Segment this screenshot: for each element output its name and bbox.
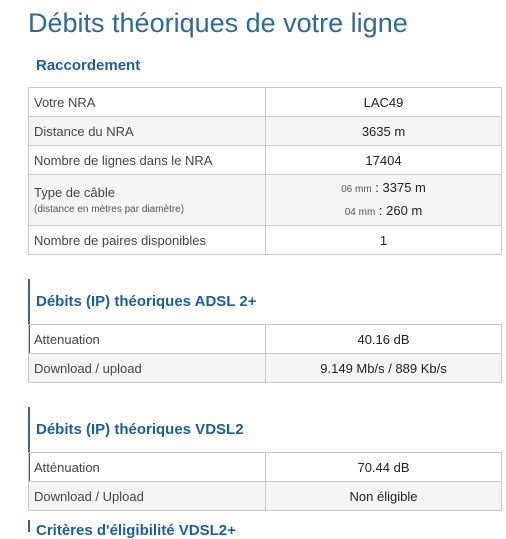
vdsl-table (28, 452, 502, 511)
table-row (29, 325, 502, 354)
table-row (29, 226, 502, 255)
cable-type-note: (distance en mètres par diamètre) (34, 204, 185, 215)
section-title-raccordement: Raccordement (36, 57, 141, 74)
row-value: LAC49 (266, 88, 502, 117)
table-row (29, 354, 502, 383)
section-title-adsl: Débits (IP) théoriques ADSL 2+ (36, 293, 257, 310)
table-row (29, 453, 502, 482)
section-accent-bar (28, 520, 30, 532)
row-value: Non éligible (266, 482, 502, 511)
row-value: 70.44 dB (266, 453, 502, 482)
cable-line: 06 mm : 3375 m (341, 180, 426, 195)
adsl-table (28, 324, 502, 383)
row-value: 1 (266, 226, 502, 255)
section-title-vdsl-eligibility: Critères d'éligibilité VDSL2+ (36, 522, 236, 539)
row-label: Download / Upload (29, 482, 266, 511)
cable-line: 04 mm : 260 m (344, 203, 423, 218)
cable-diameter: 04 mm (344, 207, 376, 218)
cable-distance: 3375 m (382, 180, 426, 195)
page-title: Débits théoriques de votre ligne (28, 8, 408, 38)
row-value: 17404 (266, 146, 502, 175)
cable-diameter: 06 mm (341, 184, 372, 195)
table-row (29, 175, 502, 226)
row-label: Nombre de lignes dans le NRA (29, 146, 266, 175)
table-row (29, 117, 502, 146)
row-label: Distance du NRA (29, 117, 266, 146)
row-label: Download / upload (29, 354, 266, 383)
row-label: Atténuation (29, 453, 266, 482)
raccordement-table (28, 87, 502, 255)
table-row (29, 88, 502, 117)
row-value: 3635 m (266, 117, 502, 146)
row-value-cable (266, 175, 502, 226)
row-label: Nombre de paires disponibles (29, 226, 266, 255)
row-label-cable (29, 175, 266, 226)
cable-type-label: Type de câble (34, 185, 115, 200)
row-label: Votre NRA (29, 88, 266, 117)
table-row (29, 146, 502, 175)
row-value: 9.149 Mb/s / 889 Kb/s (266, 354, 502, 383)
section-title-vdsl: Débits (IP) théoriques VDSL2 (36, 421, 244, 438)
row-label: Attenuation (29, 325, 266, 354)
row-value: 40.16 dB (266, 325, 502, 354)
cable-distance: 260 m (386, 203, 423, 218)
table-row (29, 482, 502, 511)
